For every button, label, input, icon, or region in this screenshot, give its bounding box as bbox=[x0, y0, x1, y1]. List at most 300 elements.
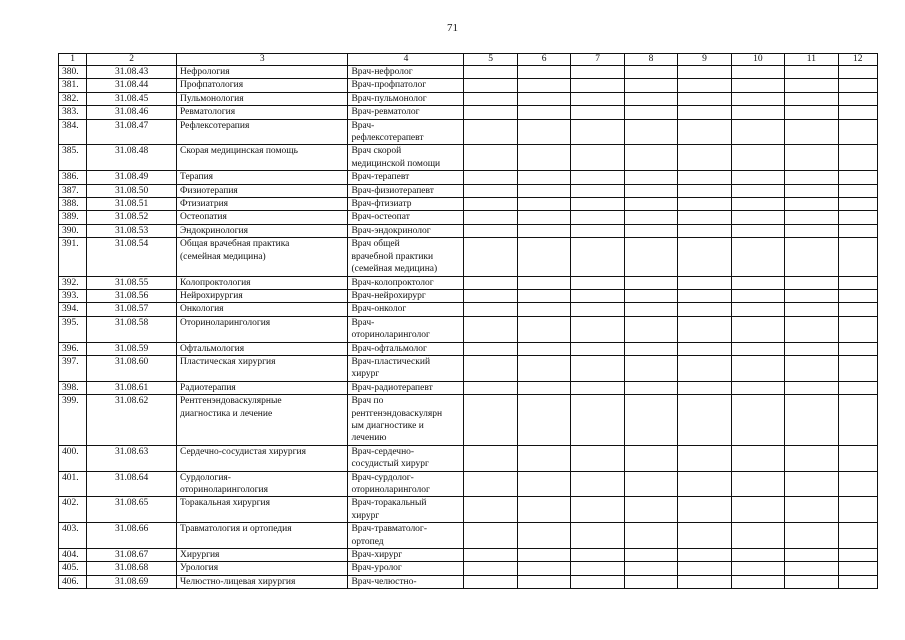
empty-cell bbox=[785, 92, 838, 105]
table-row bbox=[59, 445, 878, 471]
empty-cell bbox=[731, 211, 784, 224]
position-cell: Врач-торакальный хирург bbox=[348, 497, 464, 523]
position-cell: Врач скорой медицинской помощи bbox=[348, 145, 464, 171]
empty-cell bbox=[624, 224, 677, 237]
empty-cell bbox=[624, 395, 677, 446]
empty-cell bbox=[678, 471, 731, 497]
specialty-cell: Физиотерапия bbox=[177, 184, 348, 197]
empty-cell bbox=[464, 211, 517, 224]
empty-cell bbox=[517, 106, 570, 119]
position-cell: Врач- оториноларинголог bbox=[348, 316, 464, 342]
empty-cell bbox=[571, 92, 624, 105]
empty-cell bbox=[838, 184, 877, 197]
empty-cell bbox=[464, 106, 517, 119]
row-number-cell: 385. bbox=[59, 145, 87, 171]
specialty-cell: Торакальная хирургия bbox=[177, 497, 348, 523]
code-cell: 31.08.58 bbox=[87, 316, 177, 342]
empty-cell bbox=[571, 106, 624, 119]
empty-cell bbox=[624, 575, 677, 588]
empty-cell bbox=[464, 276, 517, 289]
empty-cell bbox=[571, 355, 624, 381]
empty-cell bbox=[785, 523, 838, 549]
table-row bbox=[59, 549, 878, 562]
empty-cell bbox=[571, 198, 624, 211]
empty-cell bbox=[678, 211, 731, 224]
empty-cell bbox=[731, 238, 784, 276]
empty-cell bbox=[464, 289, 517, 302]
empty-cell bbox=[838, 224, 877, 237]
empty-cell bbox=[678, 549, 731, 562]
empty-cell bbox=[571, 395, 624, 446]
table-row bbox=[59, 342, 878, 355]
empty-cell bbox=[731, 381, 784, 394]
empty-cell bbox=[571, 79, 624, 92]
column-header: 7 bbox=[571, 54, 624, 66]
row-number-cell: 389. bbox=[59, 211, 87, 224]
table-row bbox=[59, 497, 878, 523]
empty-cell bbox=[624, 198, 677, 211]
empty-cell bbox=[464, 66, 517, 79]
empty-cell bbox=[464, 342, 517, 355]
empty-cell bbox=[785, 106, 838, 119]
empty-cell bbox=[571, 238, 624, 276]
empty-cell bbox=[731, 316, 784, 342]
row-number-cell: 395. bbox=[59, 316, 87, 342]
empty-cell bbox=[624, 471, 677, 497]
empty-cell bbox=[571, 289, 624, 302]
specialty-cell: Фтизиатрия bbox=[177, 198, 348, 211]
position-cell: Врач-остеопат bbox=[348, 211, 464, 224]
empty-cell bbox=[678, 119, 731, 145]
empty-cell bbox=[838, 316, 877, 342]
empty-cell bbox=[517, 303, 570, 316]
empty-cell bbox=[624, 79, 677, 92]
empty-cell bbox=[838, 276, 877, 289]
empty-cell bbox=[785, 355, 838, 381]
empty-cell bbox=[731, 575, 784, 588]
empty-cell bbox=[731, 549, 784, 562]
empty-cell bbox=[517, 289, 570, 302]
empty-cell bbox=[517, 497, 570, 523]
specialty-cell: Пульмонология bbox=[177, 92, 348, 105]
empty-cell bbox=[624, 276, 677, 289]
specialty-cell: Общая врачебная практика (семейная медицина) bbox=[177, 238, 348, 276]
code-cell: 31.08.43 bbox=[87, 66, 177, 79]
empty-cell bbox=[678, 224, 731, 237]
empty-cell bbox=[731, 445, 784, 471]
empty-cell bbox=[731, 395, 784, 446]
empty-cell bbox=[838, 66, 877, 79]
empty-cell bbox=[838, 497, 877, 523]
empty-cell bbox=[464, 549, 517, 562]
empty-cell bbox=[838, 119, 877, 145]
column-header: 2 bbox=[87, 54, 177, 66]
position-cell: Врач-колопроктолог bbox=[348, 276, 464, 289]
empty-cell bbox=[731, 562, 784, 575]
empty-cell bbox=[785, 145, 838, 171]
table-row bbox=[59, 395, 878, 446]
empty-cell bbox=[517, 198, 570, 211]
column-header: 10 bbox=[731, 54, 784, 66]
empty-cell bbox=[838, 238, 877, 276]
empty-cell bbox=[517, 395, 570, 446]
empty-cell bbox=[624, 316, 677, 342]
empty-cell bbox=[517, 355, 570, 381]
empty-cell bbox=[731, 303, 784, 316]
table-row bbox=[59, 289, 878, 302]
empty-cell bbox=[785, 575, 838, 588]
empty-cell bbox=[571, 471, 624, 497]
empty-cell bbox=[838, 106, 877, 119]
code-cell: 31.08.46 bbox=[87, 106, 177, 119]
empty-cell bbox=[571, 171, 624, 184]
row-number-cell: 383. bbox=[59, 106, 87, 119]
specialty-cell: Пластическая хирургия bbox=[177, 355, 348, 381]
code-cell: 31.08.51 bbox=[87, 198, 177, 211]
empty-cell bbox=[838, 303, 877, 316]
empty-cell bbox=[785, 171, 838, 184]
code-cell: 31.08.44 bbox=[87, 79, 177, 92]
empty-cell bbox=[785, 562, 838, 575]
empty-cell bbox=[678, 171, 731, 184]
column-header: 6 bbox=[517, 54, 570, 66]
specialty-cell: Ревматология bbox=[177, 106, 348, 119]
empty-cell bbox=[785, 303, 838, 316]
empty-cell bbox=[624, 355, 677, 381]
empty-cell bbox=[517, 224, 570, 237]
empty-cell bbox=[785, 79, 838, 92]
empty-cell bbox=[571, 66, 624, 79]
specialty-cell: Травматология и ортопедия bbox=[177, 523, 348, 549]
position-cell: Врач-травматолог- ортопед bbox=[348, 523, 464, 549]
empty-cell bbox=[785, 445, 838, 471]
empty-cell bbox=[731, 145, 784, 171]
empty-cell bbox=[517, 79, 570, 92]
empty-cell bbox=[464, 562, 517, 575]
specialty-cell: Урология bbox=[177, 562, 348, 575]
empty-cell bbox=[624, 145, 677, 171]
empty-cell bbox=[571, 497, 624, 523]
position-cell: Врач-челюстно- bbox=[348, 575, 464, 588]
empty-cell bbox=[464, 523, 517, 549]
table-row bbox=[59, 303, 878, 316]
specialties-table bbox=[58, 53, 878, 589]
empty-cell bbox=[838, 562, 877, 575]
row-number-cell: 394. bbox=[59, 303, 87, 316]
header-row bbox=[59, 54, 878, 66]
table-row bbox=[59, 238, 878, 276]
specialty-cell: Онкология bbox=[177, 303, 348, 316]
empty-cell bbox=[571, 224, 624, 237]
empty-cell bbox=[517, 66, 570, 79]
table-row bbox=[59, 381, 878, 394]
position-cell: Врач-офтальмолог bbox=[348, 342, 464, 355]
position-cell: Врач-пластический хирург bbox=[348, 355, 464, 381]
empty-cell bbox=[464, 145, 517, 171]
page-number: 71 bbox=[447, 22, 458, 34]
code-cell: 31.08.49 bbox=[87, 171, 177, 184]
row-number-cell: 403. bbox=[59, 523, 87, 549]
table-row bbox=[59, 66, 878, 79]
empty-cell bbox=[517, 119, 570, 145]
row-number-cell: 387. bbox=[59, 184, 87, 197]
empty-cell bbox=[731, 106, 784, 119]
table-row bbox=[59, 276, 878, 289]
position-cell: Врач-сердечно- сосудистый хирург bbox=[348, 445, 464, 471]
code-cell: 31.08.45 bbox=[87, 92, 177, 105]
column-header: 4 bbox=[348, 54, 464, 66]
table-row bbox=[59, 145, 878, 171]
empty-cell bbox=[678, 276, 731, 289]
code-cell: 31.08.59 bbox=[87, 342, 177, 355]
specialty-cell: Оториноларингология bbox=[177, 316, 348, 342]
empty-cell bbox=[838, 575, 877, 588]
table-row bbox=[59, 575, 878, 588]
empty-cell bbox=[571, 316, 624, 342]
empty-cell bbox=[517, 92, 570, 105]
empty-cell bbox=[517, 316, 570, 342]
specialty-cell: Челюстно-лицевая хирургия bbox=[177, 575, 348, 588]
empty-cell bbox=[571, 342, 624, 355]
empty-cell bbox=[785, 238, 838, 276]
empty-cell bbox=[571, 445, 624, 471]
position-cell: Врач-онколог bbox=[348, 303, 464, 316]
row-number-cell: 390. bbox=[59, 224, 87, 237]
empty-cell bbox=[678, 575, 731, 588]
empty-cell bbox=[678, 497, 731, 523]
position-cell: Врач-фтизиатр bbox=[348, 198, 464, 211]
empty-cell bbox=[624, 562, 677, 575]
empty-cell bbox=[517, 238, 570, 276]
empty-cell bbox=[678, 562, 731, 575]
empty-cell bbox=[464, 119, 517, 145]
empty-cell bbox=[464, 171, 517, 184]
position-cell: Врач-пульмонолог bbox=[348, 92, 464, 105]
position-cell: Врач общей врачебной практики (семейная медицина) bbox=[348, 238, 464, 276]
code-cell: 31.08.52 bbox=[87, 211, 177, 224]
code-cell: 31.08.55 bbox=[87, 276, 177, 289]
code-cell: 31.08.56 bbox=[87, 289, 177, 302]
table-row bbox=[59, 471, 878, 497]
empty-cell bbox=[464, 238, 517, 276]
empty-cell bbox=[678, 303, 731, 316]
row-number-cell: 398. bbox=[59, 381, 87, 394]
empty-cell bbox=[571, 562, 624, 575]
specialty-cell: Нефрология bbox=[177, 66, 348, 79]
empty-cell bbox=[571, 381, 624, 394]
empty-cell bbox=[517, 171, 570, 184]
empty-cell bbox=[838, 198, 877, 211]
empty-cell bbox=[571, 211, 624, 224]
empty-cell bbox=[731, 79, 784, 92]
empty-cell bbox=[464, 395, 517, 446]
specialty-cell: Терапия bbox=[177, 171, 348, 184]
specialty-cell: Остеопатия bbox=[177, 211, 348, 224]
empty-cell bbox=[785, 184, 838, 197]
empty-cell bbox=[731, 119, 784, 145]
empty-cell bbox=[678, 523, 731, 549]
empty-cell bbox=[678, 198, 731, 211]
code-cell: 31.08.47 bbox=[87, 119, 177, 145]
empty-cell bbox=[624, 523, 677, 549]
empty-cell bbox=[571, 303, 624, 316]
empty-cell bbox=[464, 381, 517, 394]
empty-cell bbox=[517, 381, 570, 394]
empty-cell bbox=[464, 303, 517, 316]
empty-cell bbox=[571, 276, 624, 289]
empty-cell bbox=[731, 497, 784, 523]
empty-cell bbox=[678, 184, 731, 197]
code-cell: 31.08.48 bbox=[87, 145, 177, 171]
specialty-cell: Рефлексотерапия bbox=[177, 119, 348, 145]
code-cell: 31.08.50 bbox=[87, 184, 177, 197]
row-number-cell: 405. bbox=[59, 562, 87, 575]
code-cell: 31.08.64 bbox=[87, 471, 177, 497]
specialty-cell: Сердечно-сосудистая хирургия bbox=[177, 445, 348, 471]
empty-cell bbox=[517, 575, 570, 588]
row-number-cell: 392. bbox=[59, 276, 87, 289]
empty-cell bbox=[838, 395, 877, 446]
row-number-cell: 404. bbox=[59, 549, 87, 562]
empty-cell bbox=[678, 395, 731, 446]
specialty-cell: Эндокринология bbox=[177, 224, 348, 237]
row-number-cell: 388. bbox=[59, 198, 87, 211]
specialty-cell: Скорая медицинская помощь bbox=[177, 145, 348, 171]
code-cell: 31.08.61 bbox=[87, 381, 177, 394]
empty-cell bbox=[838, 445, 877, 471]
empty-cell bbox=[517, 523, 570, 549]
row-number-cell: 381. bbox=[59, 79, 87, 92]
table-row bbox=[59, 316, 878, 342]
empty-cell bbox=[517, 184, 570, 197]
empty-cell bbox=[678, 445, 731, 471]
empty-cell bbox=[464, 471, 517, 497]
row-number-cell: 391. bbox=[59, 238, 87, 276]
table-row bbox=[59, 562, 878, 575]
empty-cell bbox=[517, 211, 570, 224]
empty-cell bbox=[678, 92, 731, 105]
empty-cell bbox=[571, 184, 624, 197]
empty-cell bbox=[731, 471, 784, 497]
empty-cell bbox=[624, 238, 677, 276]
column-header: 5 bbox=[464, 54, 517, 66]
column-header: 9 bbox=[678, 54, 731, 66]
position-cell: Врач по рентгенэндоваскулярн ым диагностике и лечению bbox=[348, 395, 464, 446]
empty-cell bbox=[731, 342, 784, 355]
row-number-cell: 399. bbox=[59, 395, 87, 446]
empty-cell bbox=[785, 381, 838, 394]
table-row bbox=[59, 198, 878, 211]
empty-cell bbox=[838, 549, 877, 562]
code-cell: 31.08.53 bbox=[87, 224, 177, 237]
specialty-cell: Радиотерапия bbox=[177, 381, 348, 394]
position-cell: Врач-физиотерапевт bbox=[348, 184, 464, 197]
code-cell: 31.08.65 bbox=[87, 497, 177, 523]
empty-cell bbox=[678, 316, 731, 342]
empty-cell bbox=[571, 575, 624, 588]
code-cell: 31.08.63 bbox=[87, 445, 177, 471]
empty-cell bbox=[785, 549, 838, 562]
row-number-cell: 386. bbox=[59, 171, 87, 184]
specialty-cell: Колопроктология bbox=[177, 276, 348, 289]
empty-cell bbox=[838, 211, 877, 224]
code-cell: 31.08.54 bbox=[87, 238, 177, 276]
empty-cell bbox=[838, 471, 877, 497]
row-number-cell: 402. bbox=[59, 497, 87, 523]
position-cell: Врач-профпатолог bbox=[348, 79, 464, 92]
empty-cell bbox=[731, 289, 784, 302]
position-cell: Врач-хирург bbox=[348, 549, 464, 562]
code-cell: 31.08.69 bbox=[87, 575, 177, 588]
specialty-cell: Офтальмология bbox=[177, 342, 348, 355]
column-header: 8 bbox=[624, 54, 677, 66]
empty-cell bbox=[731, 224, 784, 237]
position-cell: Врач-уролог bbox=[348, 562, 464, 575]
table-row bbox=[59, 184, 878, 197]
table-row bbox=[59, 523, 878, 549]
empty-cell bbox=[678, 79, 731, 92]
specialty-cell: Рентгенэндоваскулярные диагностика и лечение bbox=[177, 395, 348, 446]
empty-cell bbox=[624, 184, 677, 197]
empty-cell bbox=[838, 145, 877, 171]
empty-cell bbox=[731, 184, 784, 197]
empty-cell bbox=[678, 106, 731, 119]
code-cell: 31.08.68 bbox=[87, 562, 177, 575]
column-header: 11 bbox=[785, 54, 838, 66]
column-header: 12 bbox=[838, 54, 877, 66]
empty-cell bbox=[678, 381, 731, 394]
empty-cell bbox=[624, 381, 677, 394]
empty-cell bbox=[678, 238, 731, 276]
empty-cell bbox=[624, 171, 677, 184]
empty-cell bbox=[624, 497, 677, 523]
code-cell: 31.08.57 bbox=[87, 303, 177, 316]
table-row bbox=[59, 171, 878, 184]
empty-cell bbox=[624, 342, 677, 355]
empty-cell bbox=[838, 355, 877, 381]
table-row bbox=[59, 106, 878, 119]
empty-cell bbox=[571, 523, 624, 549]
empty-cell bbox=[464, 497, 517, 523]
empty-cell bbox=[678, 289, 731, 302]
row-number-cell: 384. bbox=[59, 119, 87, 145]
position-cell: Врач-нефролог bbox=[348, 66, 464, 79]
empty-cell bbox=[571, 119, 624, 145]
empty-cell bbox=[624, 119, 677, 145]
code-cell: 31.08.67 bbox=[87, 549, 177, 562]
table-row bbox=[59, 119, 878, 145]
empty-cell bbox=[785, 211, 838, 224]
empty-cell bbox=[624, 66, 677, 79]
empty-cell bbox=[785, 471, 838, 497]
empty-cell bbox=[731, 171, 784, 184]
empty-cell bbox=[517, 342, 570, 355]
empty-cell bbox=[624, 289, 677, 302]
empty-cell bbox=[517, 276, 570, 289]
row-number-cell: 401. bbox=[59, 471, 87, 497]
table-row bbox=[59, 79, 878, 92]
position-cell: Врач-ревматолог bbox=[348, 106, 464, 119]
empty-cell bbox=[838, 342, 877, 355]
empty-cell bbox=[838, 381, 877, 394]
row-number-cell: 382. bbox=[59, 92, 87, 105]
position-cell: Врач-терапевт bbox=[348, 171, 464, 184]
empty-cell bbox=[731, 276, 784, 289]
table-body bbox=[59, 66, 878, 589]
code-cell: 31.08.66 bbox=[87, 523, 177, 549]
empty-cell bbox=[624, 211, 677, 224]
specialty-cell: Нейрохирургия bbox=[177, 289, 348, 302]
